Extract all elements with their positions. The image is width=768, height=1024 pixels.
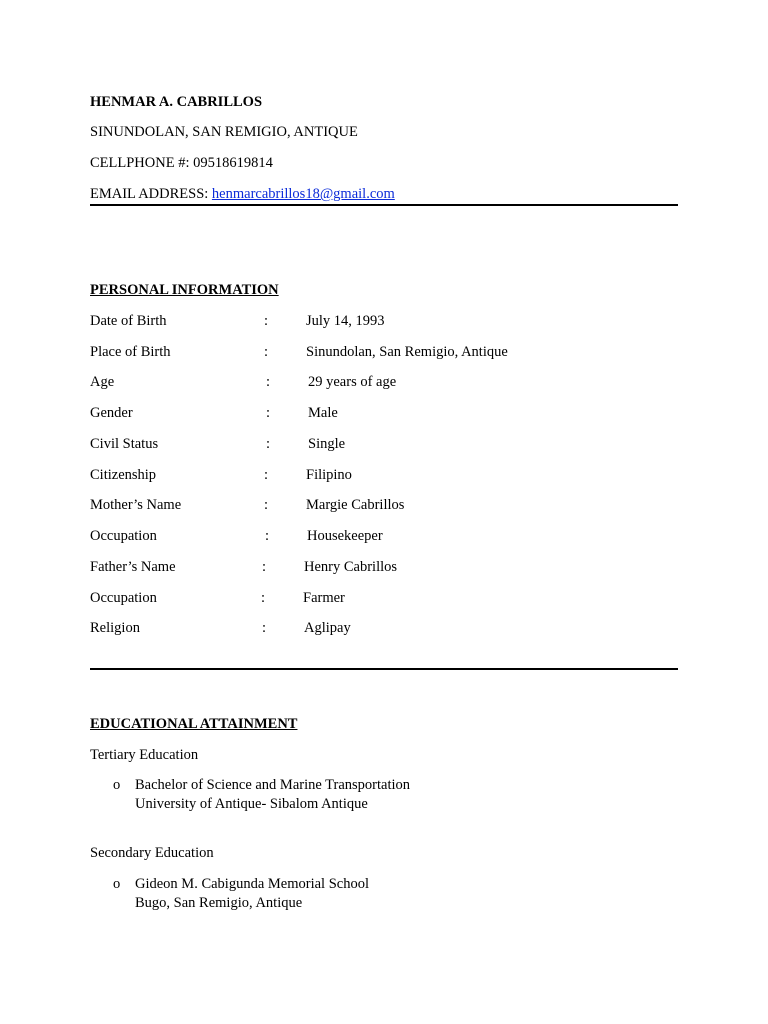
tertiary-degree: Bachelor of Science and Marine Transportation [135,777,411,793]
info-value: July 14, 1993 [306,313,385,329]
info-value: Housekeeper [307,528,383,544]
info-row-fathers-name [90,558,650,576]
tertiary-school: University of Antique- Sibalom Antique [135,796,368,812]
info-label: Gender [90,405,133,421]
info-separator: : [266,405,271,421]
info-value: Margie Cabrillos [306,497,405,513]
info-row-date-of-birth [90,312,650,330]
info-separator: : [266,436,271,452]
education-heading: EDUCATIONAL ATTAINMENT [90,716,298,732]
info-label: Occupation [90,590,157,606]
header-divider [90,204,678,206]
info-row-mothers-name [90,496,650,514]
info-label: Date of Birth [90,313,167,329]
info-label: Occupation [90,528,157,544]
tertiary-education-title: Tertiary Education [90,747,199,763]
cellphone-line [90,154,273,172]
info-value: 29 years of age [308,374,397,390]
info-label: Religion [90,620,140,636]
info-value: Filipino [306,467,352,483]
info-separator: : [262,620,267,636]
info-separator: : [266,374,271,390]
info-label: Mother’s Name [90,497,182,513]
info-row-civil-status [90,435,650,453]
info-separator: : [264,497,269,513]
info-separator: : [262,559,267,575]
bullet-marker: o [113,876,121,892]
info-value: Henry Cabrillos [304,559,398,575]
cellphone-label: CELLPHONE #: [90,155,190,171]
info-row-age [90,373,650,391]
applicant-address: SINUNDOLAN, SAN REMIGIO, ANTIQUE [90,124,358,140]
info-separator: : [265,528,270,544]
info-row-citizenship [90,466,650,484]
info-label: Place of Birth [90,344,171,360]
personal-info-heading: PERSONAL INFORMATION [90,282,279,298]
email-link[interactable]: henmarcabrillos18@gmail.com [211,186,395,202]
cellphone-number: 09518619814 [193,155,273,171]
info-row-place-of-birth [90,343,650,361]
info-value: Aglipay [304,620,351,636]
info-separator: : [264,344,269,360]
info-label: Civil Status [90,436,159,452]
info-label: Father’s Name [90,559,176,575]
info-value: Farmer [303,590,345,606]
email-line [90,185,395,203]
bullet-marker: o [113,777,121,793]
info-row-gender [90,404,650,422]
info-value: Sinundolan, San Remigio, Antique [306,344,508,360]
info-label: Age [90,374,115,390]
info-row-father-occupation [90,589,650,607]
info-row-religion [90,619,650,637]
info-separator: : [264,467,269,483]
secondary-education-title: Secondary Education [90,845,214,861]
info-separator: : [261,590,266,606]
section-divider [90,668,678,670]
applicant-name: HENMAR A. CABRILLOS [90,94,263,110]
email-label: EMAIL ADDRESS: [90,186,209,202]
info-label: Citizenship [90,467,157,483]
info-separator: : [264,313,269,329]
info-row-mother-occupation [90,527,650,545]
info-value: Male [308,405,338,421]
secondary-school: Gideon M. Cabigunda Memorial School [135,876,369,892]
info-value: Single [308,436,346,452]
secondary-school-location: Bugo, San Remigio, Antique [135,895,303,911]
